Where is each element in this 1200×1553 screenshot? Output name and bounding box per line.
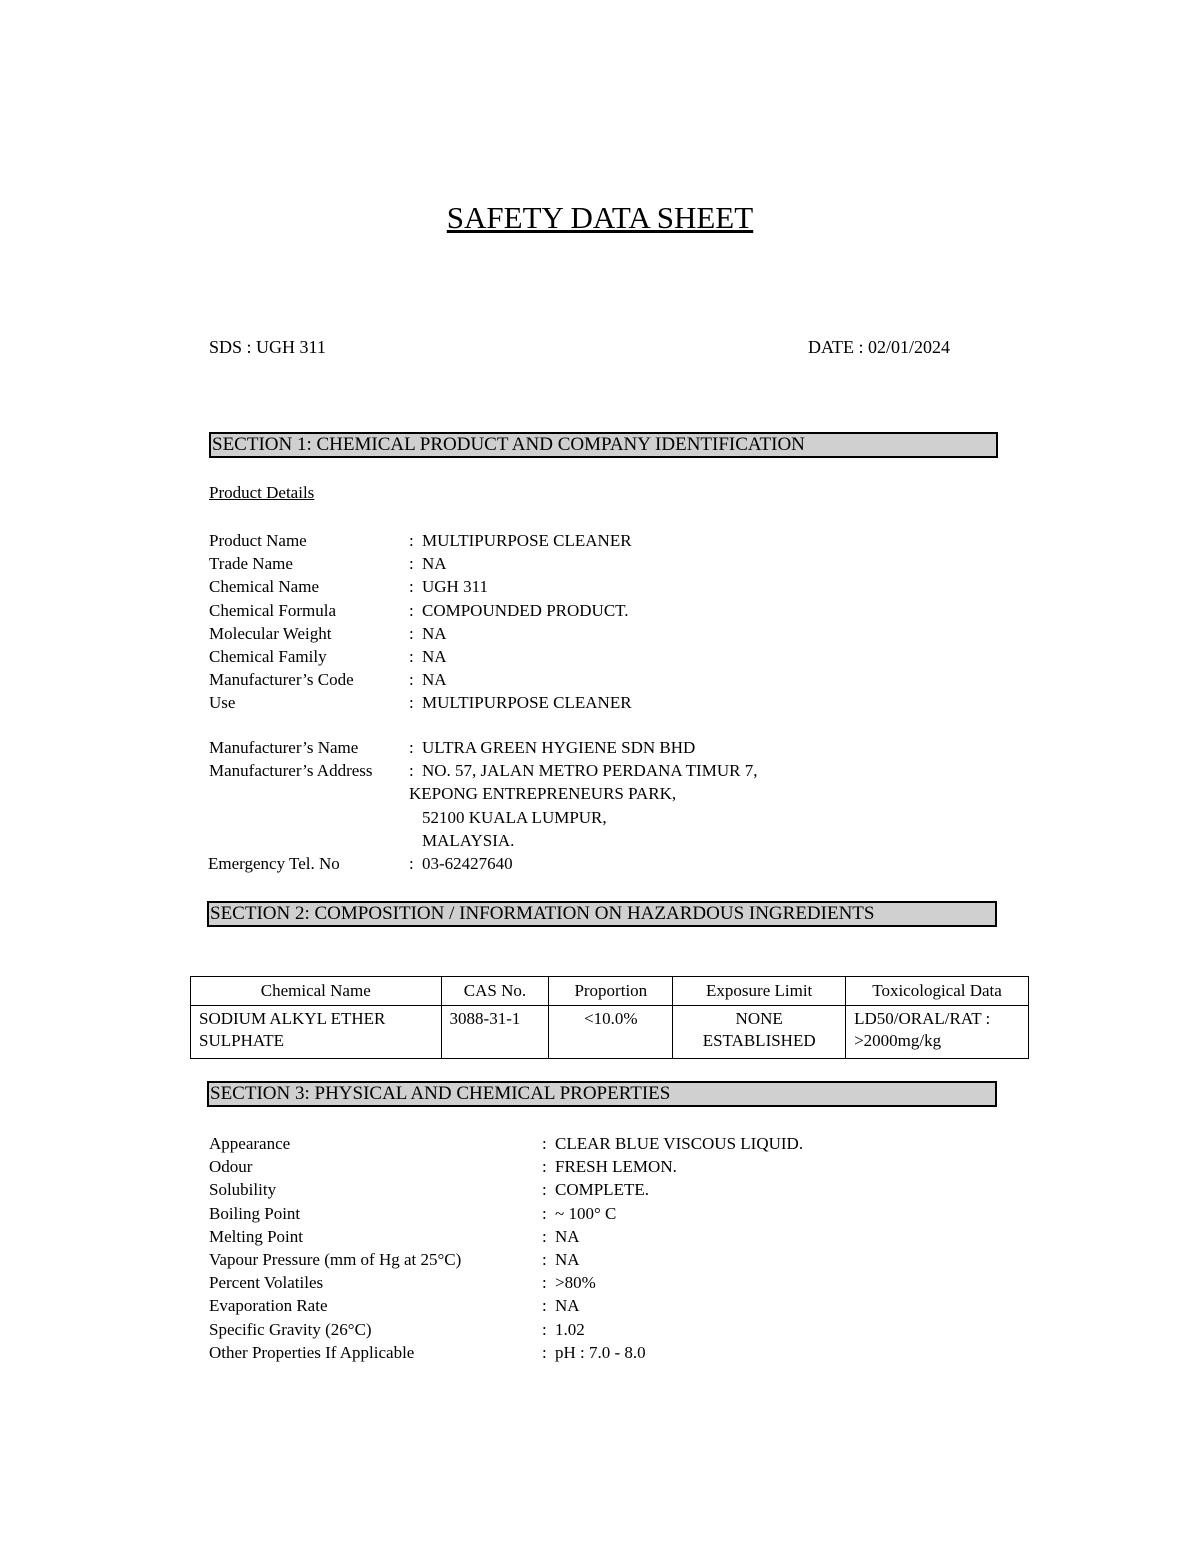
field-row: Use : MULTIPURPOSE CLEANER xyxy=(209,691,1009,714)
field-label: Manufacturer’s Code xyxy=(209,670,354,690)
manufacturer-details xyxy=(209,736,1009,875)
field-label: Evaporation Rate xyxy=(209,1296,328,1316)
emergency-phone: 03-62427640 xyxy=(422,853,513,873)
cell-exposure-limit: NONE ESTABLISHED xyxy=(673,1006,846,1059)
sds-date: DATE : 02/01/2024 xyxy=(808,337,950,357)
field-label: Chemical Family xyxy=(209,646,327,666)
field-value: 1.02 xyxy=(555,1319,585,1339)
address-row xyxy=(209,829,1009,852)
table-row xyxy=(191,1006,1029,1059)
field-label: Chemical Name xyxy=(209,577,319,597)
field-value: NA xyxy=(555,1226,580,1246)
section-2-heading: SECTION 2: COMPOSITION / INFORMATION ON HAZARDOUS INGREDIENTS xyxy=(207,901,997,927)
column-header: CAS No. xyxy=(441,977,549,1006)
address-row xyxy=(209,782,1009,805)
cell-toxicological-data: LD50/ORAL/RAT : >2000mg/kg xyxy=(846,1006,1029,1059)
field-label: Emergency Tel. No xyxy=(208,853,340,873)
field-value: NA xyxy=(555,1249,580,1269)
ingredients-table xyxy=(190,976,1029,1059)
field-row: Odour : FRESH LEMON. xyxy=(209,1155,1009,1178)
physical-properties-list xyxy=(209,1132,1009,1364)
field-label: Boiling Point xyxy=(209,1203,301,1223)
sds-number: SDS : UGH 311 xyxy=(209,337,326,357)
document-title-text: SAFETY DATA SHEET xyxy=(446,200,754,235)
field-value: UGH 311 xyxy=(422,577,488,597)
field-row: Chemical Name : UGH 311 xyxy=(209,575,1009,598)
field-row: Evaporation Rate : NA xyxy=(209,1294,1009,1317)
address-line-3: 52100 KUALA LUMPUR, xyxy=(422,807,607,827)
manufacturer-name: ULTRA GREEN HYGIENE SDN BHD xyxy=(422,738,696,757)
field-row: Chemical Family : NA xyxy=(209,645,1009,668)
field-row: Appearance : CLEAR BLUE VISCOUS LIQUID. xyxy=(209,1132,1009,1155)
field-value: NA xyxy=(555,1296,580,1316)
field-value: MULTIPURPOSE CLEANER xyxy=(422,531,632,550)
field-value: NA xyxy=(422,623,447,643)
field-label: Product Name xyxy=(209,531,307,550)
column-header: Toxicological Data xyxy=(846,977,1029,1006)
section-1-heading: SECTION 1: CHEMICAL PRODUCT AND COMPANY IDENTIFICATION xyxy=(209,432,998,458)
field-row: Solubility : COMPLETE. xyxy=(209,1178,1009,1201)
field-value: CLEAR BLUE VISCOUS LIQUID. xyxy=(555,1134,804,1153)
field-label: Molecular Weight xyxy=(209,623,332,643)
address-row xyxy=(209,806,1009,829)
address-line-1: NO. 57, JALAN METRO PERDANA TIMUR 7, xyxy=(422,761,758,781)
column-header: Proportion xyxy=(549,977,673,1006)
section-3-heading: SECTION 3: PHYSICAL AND CHEMICAL PROPERTIES xyxy=(207,1081,997,1107)
field-label: Appearance xyxy=(209,1134,291,1153)
field-label: Vapour Pressure (mm of Hg at 25°C) xyxy=(209,1249,462,1269)
cell-chemical-name: SODIUM ALKYL ETHER SULPHATE xyxy=(191,1006,442,1059)
product-details-subheading: Product Details xyxy=(209,483,315,502)
manufacturer-name-row: Manufacturer’s Name : ULTRA GREEN HYGIENE SDN BHD xyxy=(209,736,1009,759)
field-label: Manufacturer’s Address xyxy=(209,761,373,781)
field-row: Molecular Weight : NA xyxy=(209,622,1009,645)
field-label: Use xyxy=(209,693,236,713)
product-details-list xyxy=(209,529,1009,715)
field-label: Specific Gravity (26°C) xyxy=(209,1319,372,1339)
field-row: Vapour Pressure (mm of Hg at 25°C) : NA xyxy=(209,1248,1009,1271)
field-value: NA xyxy=(422,646,447,666)
field-label: Odour xyxy=(209,1157,253,1177)
cell-cas-no: 3088-31-1 xyxy=(441,1006,549,1059)
field-value: pH : 7.0 - 8.0 xyxy=(555,1342,646,1362)
field-row: Specific Gravity (26°C) : 1.02 xyxy=(209,1318,1009,1341)
field-value: MULTIPURPOSE CLEANER xyxy=(422,693,632,713)
table-header-row xyxy=(191,977,1029,1006)
field-row: Percent Volatiles : >80% xyxy=(209,1271,1009,1294)
field-row: Boiling Point : ~ 100° C xyxy=(209,1202,1009,1225)
field-value: NA xyxy=(422,554,447,574)
field-value: ~ 100° C xyxy=(555,1203,617,1223)
field-label: Manufacturer’s Name xyxy=(209,738,359,757)
field-row: Trade Name : NA xyxy=(209,552,1009,575)
document-title xyxy=(0,200,1200,236)
field-row: Product Name : MULTIPURPOSE CLEANER xyxy=(209,529,1009,552)
manufacturer-address-row: Manufacturer’s Address : NO. 57, JALAN METRO PERDANA TIMUR 7, xyxy=(209,759,1009,782)
column-header: Exposure Limit xyxy=(673,977,846,1006)
address-line-4: MALAYSIA. xyxy=(422,830,515,850)
cell-proportion: <10.0% xyxy=(549,1006,673,1059)
address-line-2: KEPONG ENTREPRENEURS PARK, xyxy=(409,784,677,804)
field-label: Other Properties If Applicable xyxy=(209,1342,415,1362)
field-value: COMPLETE. xyxy=(555,1180,649,1200)
field-label: Melting Point xyxy=(209,1226,303,1246)
field-label: Trade Name xyxy=(209,554,293,574)
field-value: COMPOUNDED PRODUCT. xyxy=(422,600,629,620)
field-row: Manufacturer’s Code : NA xyxy=(209,668,1009,691)
field-label: Chemical Formula xyxy=(209,600,337,620)
field-row: Other Properties If Applicable : pH : 7.0 - 8.0 xyxy=(209,1341,1009,1364)
field-value: >80% xyxy=(555,1273,596,1293)
field-row: Chemical Formula : COMPOUNDED PRODUCT. xyxy=(209,599,1009,622)
field-value: FRESH LEMON. xyxy=(555,1157,677,1177)
field-label: Percent Volatiles xyxy=(209,1273,324,1293)
field-row: Melting Point : NA xyxy=(209,1225,1009,1248)
column-header: Chemical Name xyxy=(191,977,442,1006)
emergency-row: Emergency Tel. No : 03-62427640 xyxy=(209,852,1009,875)
field-value: NA xyxy=(422,670,447,690)
field-label: Solubility xyxy=(209,1180,277,1200)
